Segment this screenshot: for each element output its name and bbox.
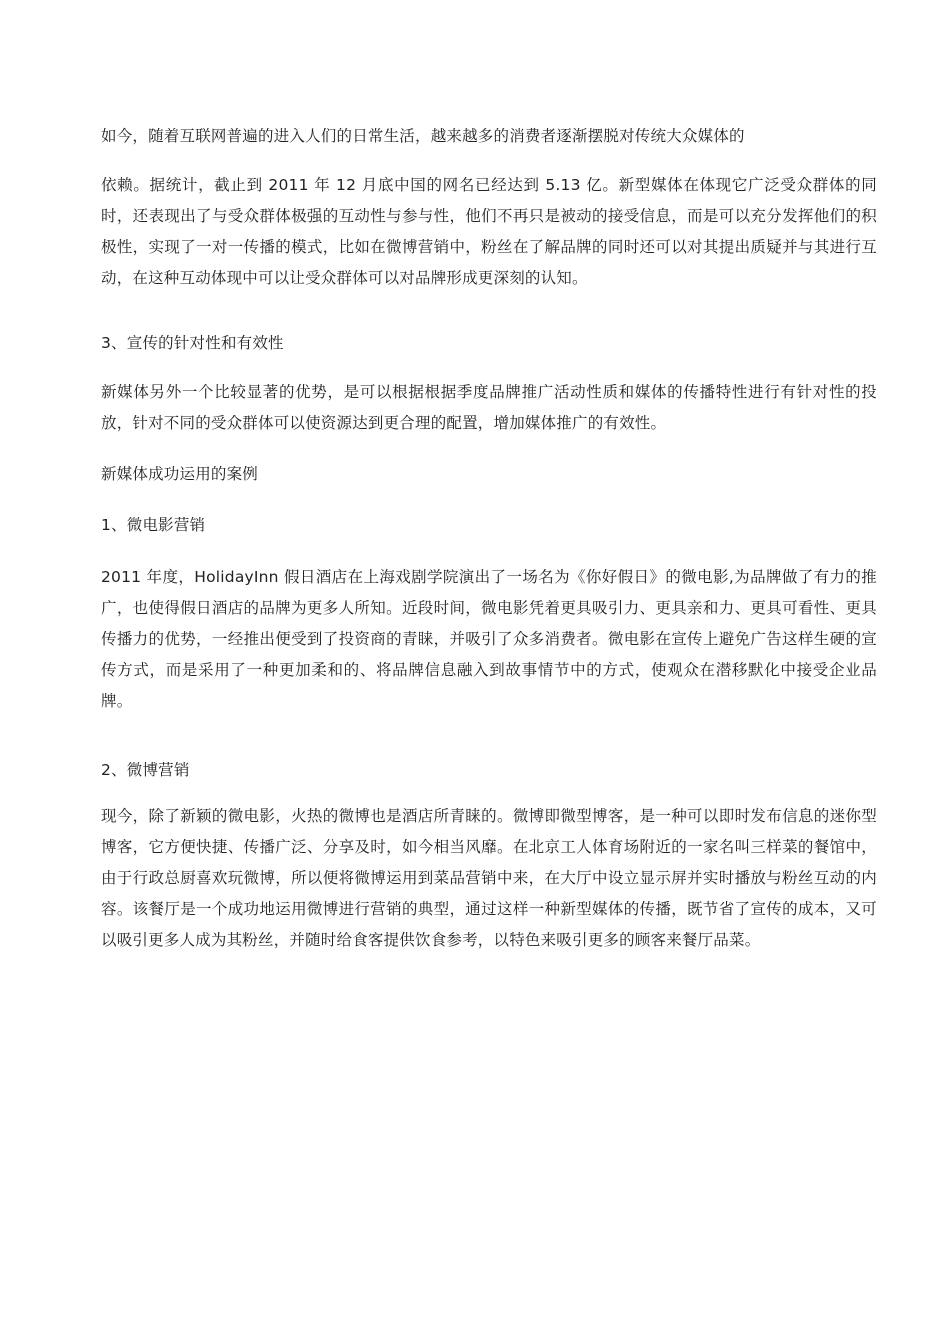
paragraph-statistics: 依赖。据统计，截止到 2011 年 12 月底中国的网名已经达到 5.13 亿。新型媒体在体现它广泛受众群体的同时，还表现出了与受众群体极强的互动性与参与性，他们不再只是被动的接受信息，而是可以充分发挥他们的积极性，实现了一对一传播的模式，比如在微博营销中，粉丝在了解品牌的同时还可以对其提出质疑并与其进行互动，在这种互动体现中可以让受众群体可以对品牌形成更深刻的认知。 <box>101 176 877 287</box>
section-heading-targeting: 3、宣传的针对性和有效性 <box>101 334 284 352</box>
paragraph-micro-film: 2011 年度，HolidayInn 假日酒店在上海戏剧学院演出了一场名为《你好假日》的微电影,为品牌做了有力的推广，也使得假日酒店的品牌为更多人所知。近段时间，微电影凭着更具吸引力、更具亲和力、更具可看性、更具传播力的优势，一经推出便受到了投资商的青睐，并吸引了众多消费者。微电影在宣传上避免广告这样生硬的宣传方式，而是采用了一种更加柔和的、将品牌信息融入到故事情节中的方式，使观众在潜移默化中接受企业品牌。 <box>101 568 877 710</box>
section-heading-weibo: 2、微博营销 <box>101 761 190 779</box>
paragraph-intro: 如今，随着互联网普遍的进入人们的日常生活，越来越多的消费者逐渐摆脱对传统大众媒体的 <box>101 127 745 145</box>
section-heading-cases: 新媒体成功运用的案例 <box>101 465 259 483</box>
section-heading-micro-film: 1、微电影营销 <box>101 516 206 534</box>
paragraph-weibo: 现今，除了新颖的微电影，火热的微博也是酒店所青睐的。微博即微型博客，是一种可以即时发布信息的迷你型博客，它方便快捷、传播广泛、分享及时，如今相当风靡。在北京工人体育场附近的一家名叫三样菜的餐馆中，由于行政总厨喜欢玩微博，所以便将微博运用到菜品营销中来，在大厅中设立显示屏并实时播放与粉丝互动的内容。该餐厅是一个成功地运用微博进行营销的典型，通过这样一种新型媒体的传播，既节省了宣传的成本，又可以吸引更多人成为其粉丝，并随时给食客提供饮食参考，以特色来吸引更多的顾客来餐厅品菜。 <box>101 807 877 949</box>
paragraph-targeting: 新媒体另外一个比较显著的优势，是可以根据根据季度品牌推广活动性质和媒体的传播特性进行有针对性的投放，针对不同的受众群体可以使资源达到更合理的配置，增加媒体推广的有效性。 <box>101 383 877 432</box>
